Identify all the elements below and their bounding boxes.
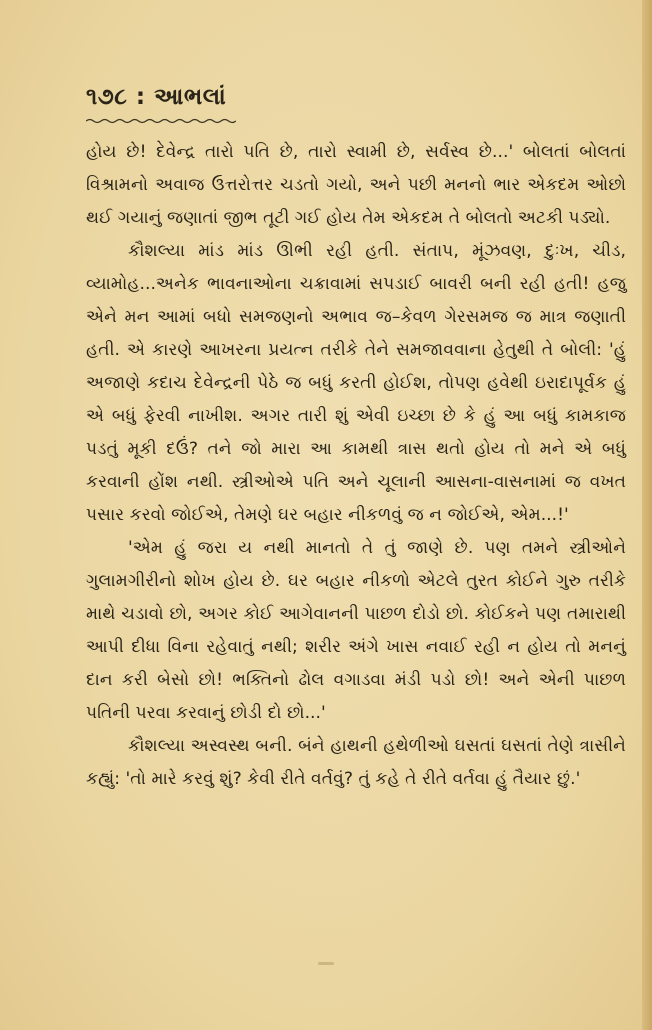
paragraph-4: કૌશલ્યા અસ્વસ્થ બની. બંને હાથની હથેળીઓ ઘસતાં ઘસતાં તેણે ત્રાસીને કહ્યું: 'તો મારે કરવું શું? કેવી રીતે વર્તવું? તું કહે તે રીતે વર્તવા હું તૈયાર છું.' (86, 736, 626, 789)
book-title: આભલાં (154, 84, 227, 110)
body-text (86, 136, 626, 796)
page-spine-shadow (642, 0, 652, 1030)
paragraph-1: હોય છે! દેવેન્દ્ર તારો પતિ છે, તારો સ્વામી છે, સર્વસ્વ છે...' બોલતાં બોલતાં વિશ્રામનો અવાજ ઉત્તરોત્તર ચડતો ગયો, અને પછી મનનો ભાર એકદમ ઓછો થઈ ગયાનું જણાતાં જીભ તૂટી ગઈ હોય તેમ એકદમ તે બોલતો અટકી પડ્યો. (86, 142, 626, 228)
paragraph-3: 'એમ હું જરા ય નથી માનતો તે તું જાણે છે. પણ તમને સ્ત્રીઓને ગુલામગીરીનો શોખ હોય છે. ઘર બહાર નીકળો એટલે તુરત કોઈને ગુરુ તરીકે માથે ચડાવો છો, અગર કોઈ આગેવાનની પાછળ દોડો છો. કોઈકને પણ તમારાથી આપી દીધા વિના રહેવાતું નથી; શરીર અંગે ખાસ નવાઈ રહી ન હોય તો મનનું દાન કરી બેસો છો! ભક્તિનો ઢોલ વગાડવા મંડી પડો છો! અને એની પાછળ પતિની પરવા કરવાનું છોડી દો છો...' (86, 538, 626, 723)
header-wavy-rule (86, 118, 236, 124)
footer-smudge (318, 962, 334, 965)
paragraph-2: કૌશલ્યા માંડ માંડ ઊભી રહી હતી. સંતાપ, મૂંઝવણ, દુઃખ, ચીડ, વ્યામોહ...અનેક ભાવનાઓના ચક્રાવામાં સપડાઈ બાવરી બની રહી હતી! હજુ એને મન આમાં બધો સમજણનો અભાવ જ–કેવળ ગેરસમજ જ માત્ર જણાતી હતી. એ કારણે આખરના પ્રયત્ન તરીકે તેને સમજાવવાના હેતુથી તે બોલી: 'હું અજાણે કદાચ દેવેન્દ્રની પેઠે જ બધું કરતી હોઈશ, તોપણ હવેથી ઇરાદાપૂર્વક હું એ બધું ફેરવી નાખીશ. અગર તારી શું એવી ઇચ્છા છે કે હું આ બધું કામકાજ પડતું મૂકી દઉં? તને જો મારા આ કામથી ત્રાસ થતો હોય તો મને એ બધું કરવાની હોંશ નથી. સ્ત્રીઓએ પતિ અને ચૂલાની આસના-વાસનામાં જ વખત પસાર કરવો જોઈએ, તેમણે ઘર બહાર નીકળવું જ ન જોઈએ, એમ...!' (86, 241, 626, 525)
header-separator: : (135, 84, 146, 110)
page-number: ૧૭૮ (86, 84, 128, 110)
running-header (86, 84, 226, 110)
